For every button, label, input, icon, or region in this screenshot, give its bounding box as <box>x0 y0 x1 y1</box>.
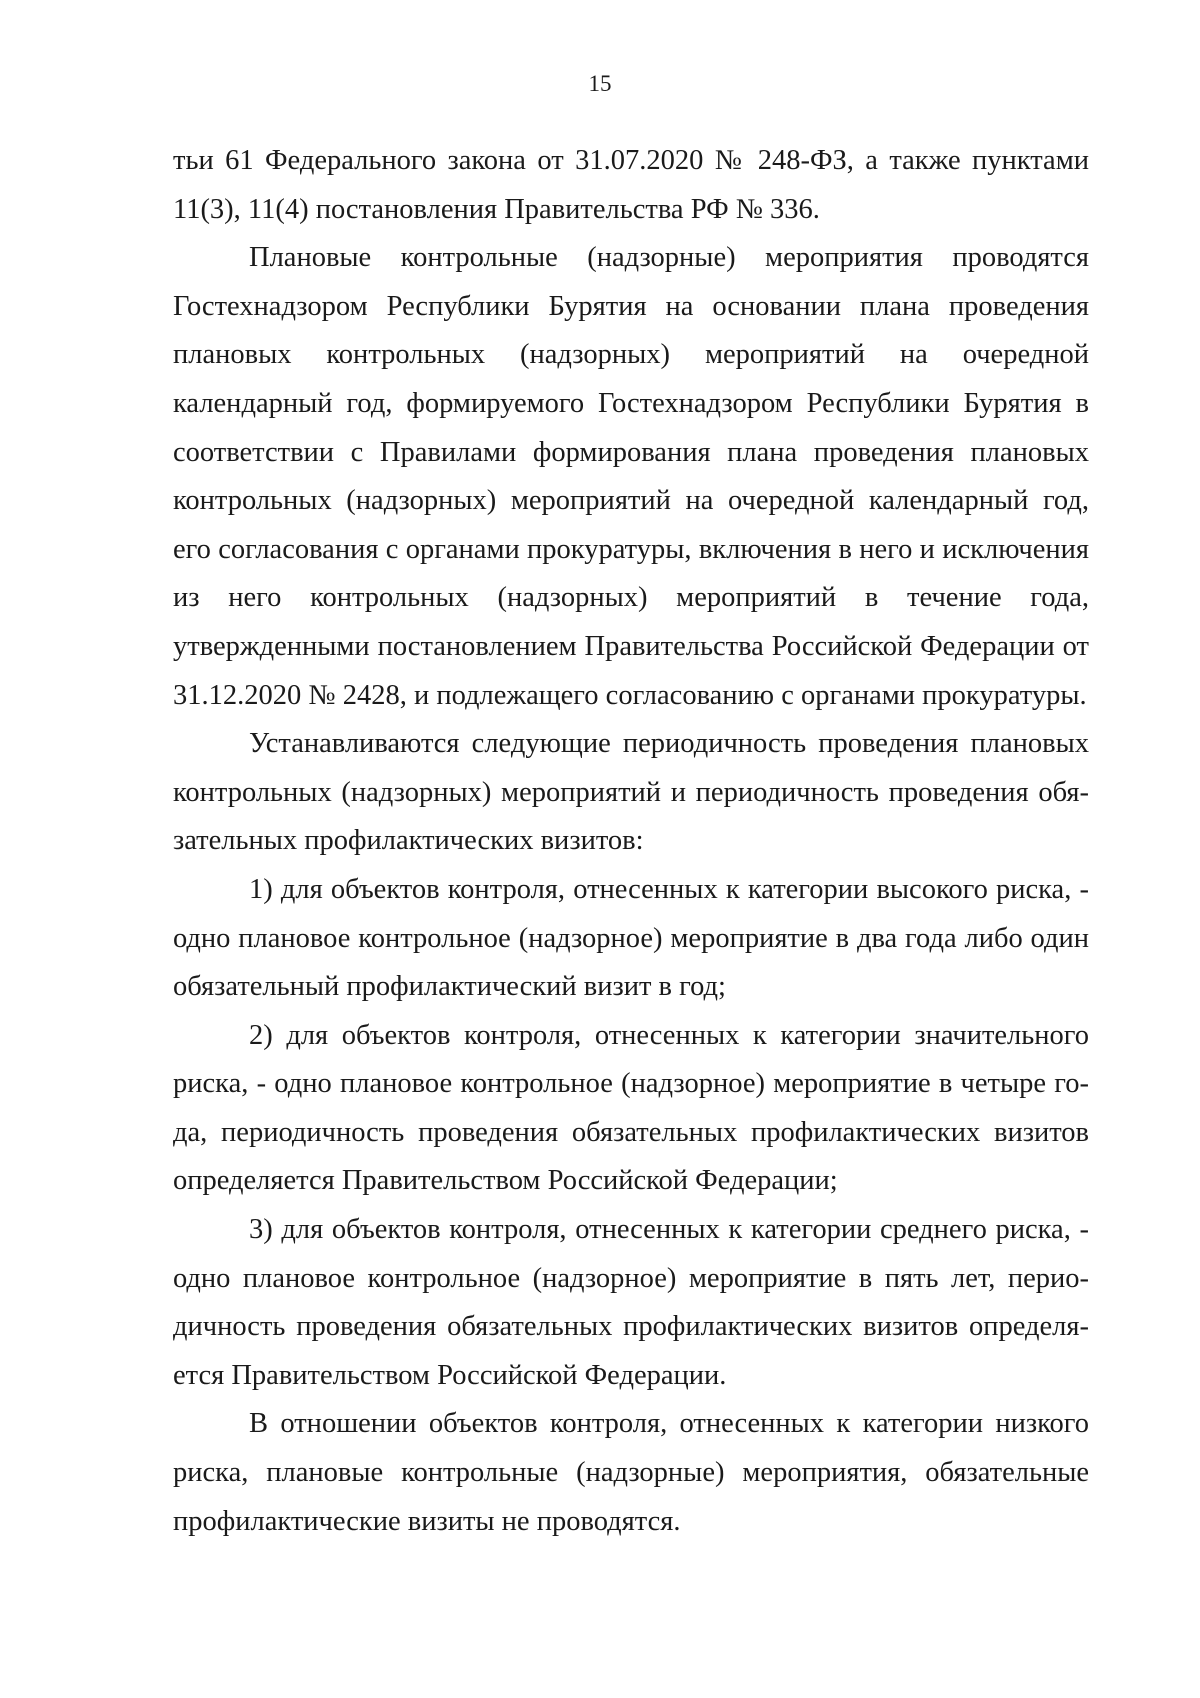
page-body <box>173 137 1089 1546</box>
paragraph-low-risk: В отношении объектов контроля, отнесенных к категории низкого риска, плановые контрольные (надзорные) мероприятия, обязательные профилактические визиты не проводятся. <box>173 1408 1089 1537</box>
list-item-significant-risk: 2) для объектов контроля, отнесенных к категории значительного риска, - одно плановое контрольное (надзорное) мероприятие в четыре года, периодичность проведения обязательных профилактических визитов определяется Правительством Российской Федерации; <box>173 1019 1089 1197</box>
paragraph-periodicity-intro: Устанавливаются следующие периодичность проведения плановых контрольных (надзорных) мероприятий и периодичность проведения обязательных профилактических визитов: <box>173 728 1089 857</box>
list-item-medium-risk: 3) для объектов контроля, отнесенных к категории среднего риска, - одно плановое контрольное (надзорное) мероприятие в пять лет, периодичность проведения обязательных профилактических визитов определяется Правительством Российской Федерации. <box>173 1214 1089 1391</box>
page-number: 15 <box>588 71 612 96</box>
list-item-high-risk: 1) для объектов контроля, отнесенных к категории высокого риска, - одно плановое контрольное (надзорное) мероприятие в два года либо один обязательный профилактический визит в год; <box>173 873 1089 1003</box>
paragraph-planned-inspections: Плановые контрольные (надзорные) мероприятия проводятся Гостехнадзором Республики Бурятия на основании плана проведения плановых контрольных (надзорных) мероприятий на очередной календарный год, формируемого Гостехнадзором Республики Бурятия в соответствии с Правилами формирования плана проведения плановых контрольных (надзорных) мероприятий на очередной календарный год, его согласования с органами прокуратуры, включения в него и исключения из него контрольных (надзорных) мероприятий в течение года, утвержденными постановлением Правительства Российской Федерации от 31.12.2020 № 2428, и подлежащего согласованию с органами прокуратуры. <box>173 242 1089 711</box>
paragraph-continuation: тьи 61 Федерального закона от 31.07.2020 № 248-ФЗ, а также пунктами 11(3), 11(4) постановления Правительства РФ № 336. <box>173 145 1089 225</box>
